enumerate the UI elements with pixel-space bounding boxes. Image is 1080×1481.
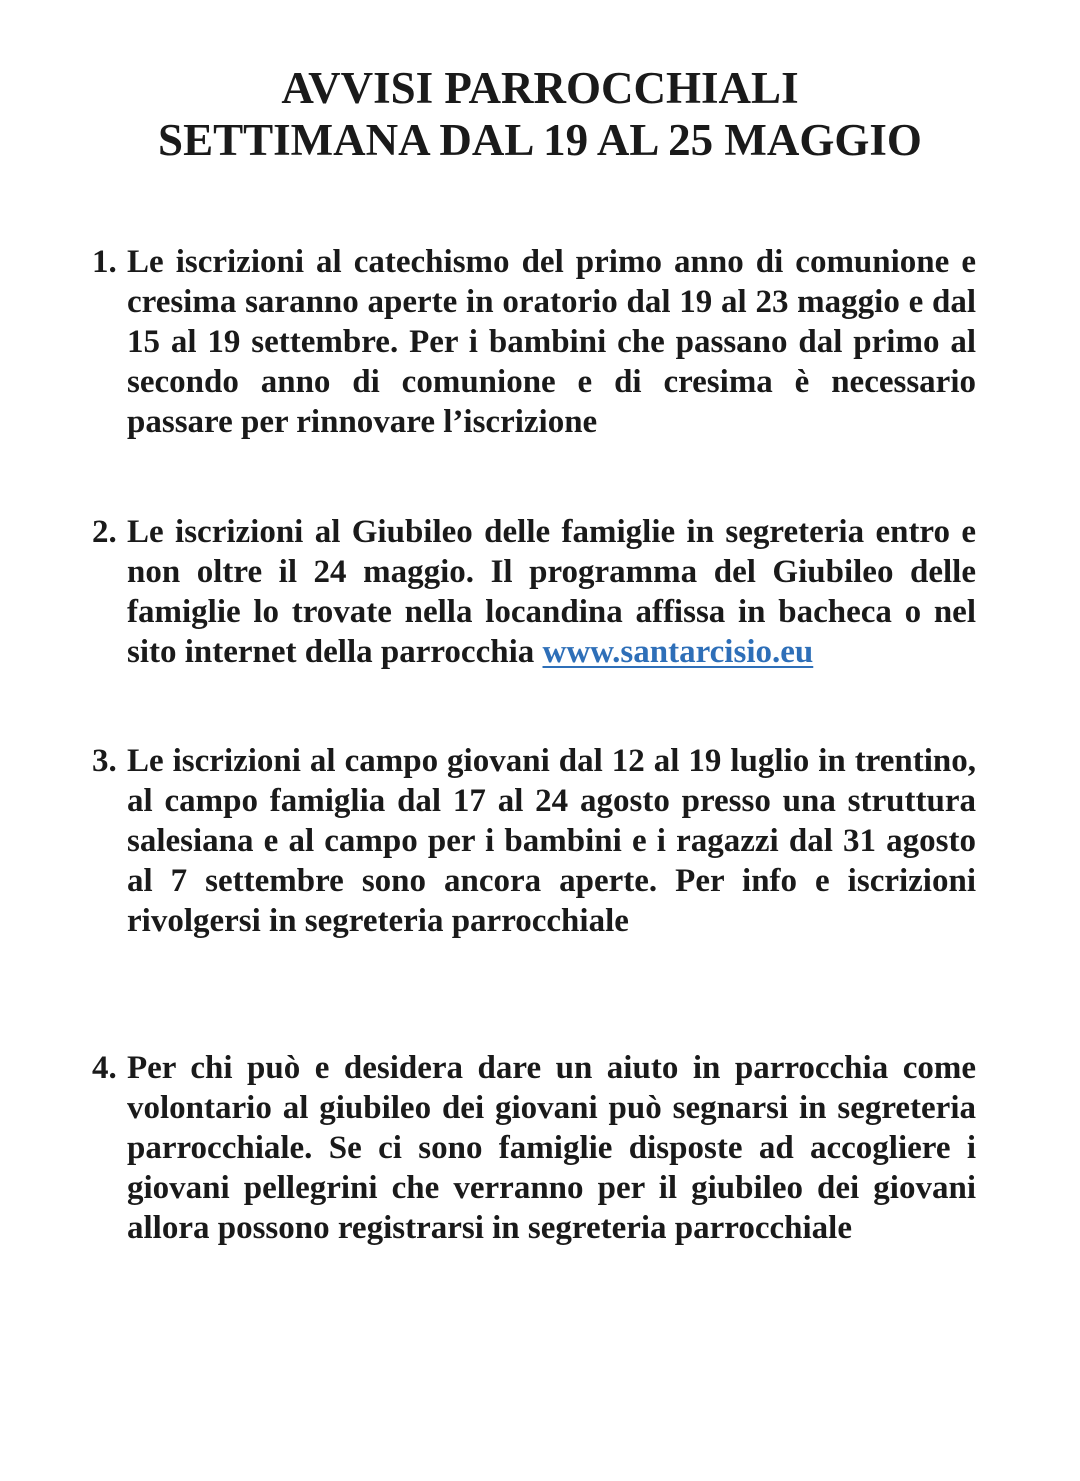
notice-number: 2. (92, 514, 117, 550)
notice-number: 1. (92, 244, 117, 280)
title-line-2: SETTIMANA DAL 19 AL 25 MAGGIO (158, 115, 922, 165)
notice-text: Per chi può e desidera dare un aiuto in parrocchia come volontario al giubileo dei giovani può segnarsi in segreteria parrocchiale. Se ci sono famiglie disposte ad accogliere i giovani pellegrini che verranno per il giubileo dei giovani allora possono registrarsi in segreteria parrocchiale (127, 1050, 976, 1246)
notice-text: Le iscrizioni al Giubileo delle famiglie in segreteria entro e non oltre il 24 maggio. Il programma del Giubileo delle famiglie lo trovate nella locandina affissa in bacheca o nel sito internet della parrocchia (127, 514, 976, 670)
parish-website-link[interactable]: www.santarcisio.eu (542, 634, 814, 670)
title-line-1: AVVISI PARROCCHIALI (281, 63, 799, 113)
notice-text: Le iscrizioni al catechismo del primo anno di comunione e cresima saranno aperte in oratorio dal 19 al 23 maggio e dal 15 al 19 settembre. Per i bambini che passano dal primo al secondo anno di comunione e di cresima è necessario passare per rinnovare l’iscrizione (127, 244, 976, 440)
notice-number: 3. (92, 743, 117, 779)
notice-number: 4. (92, 1050, 117, 1086)
page-title (0, 62, 1080, 166)
notice-text: Le iscrizioni al campo giovani dal 12 al 19 luglio in trentino, al campo famiglia dal 17 al 24 agosto presso una struttura salesiana e al campo per i bambini e i ragazzi dal 31 agosto al 7 settembre sono ancora aperte. Per info e iscrizioni rivolgersi in segreteria parrocchiale (127, 743, 976, 939)
notice-text-container (127, 512, 976, 672)
